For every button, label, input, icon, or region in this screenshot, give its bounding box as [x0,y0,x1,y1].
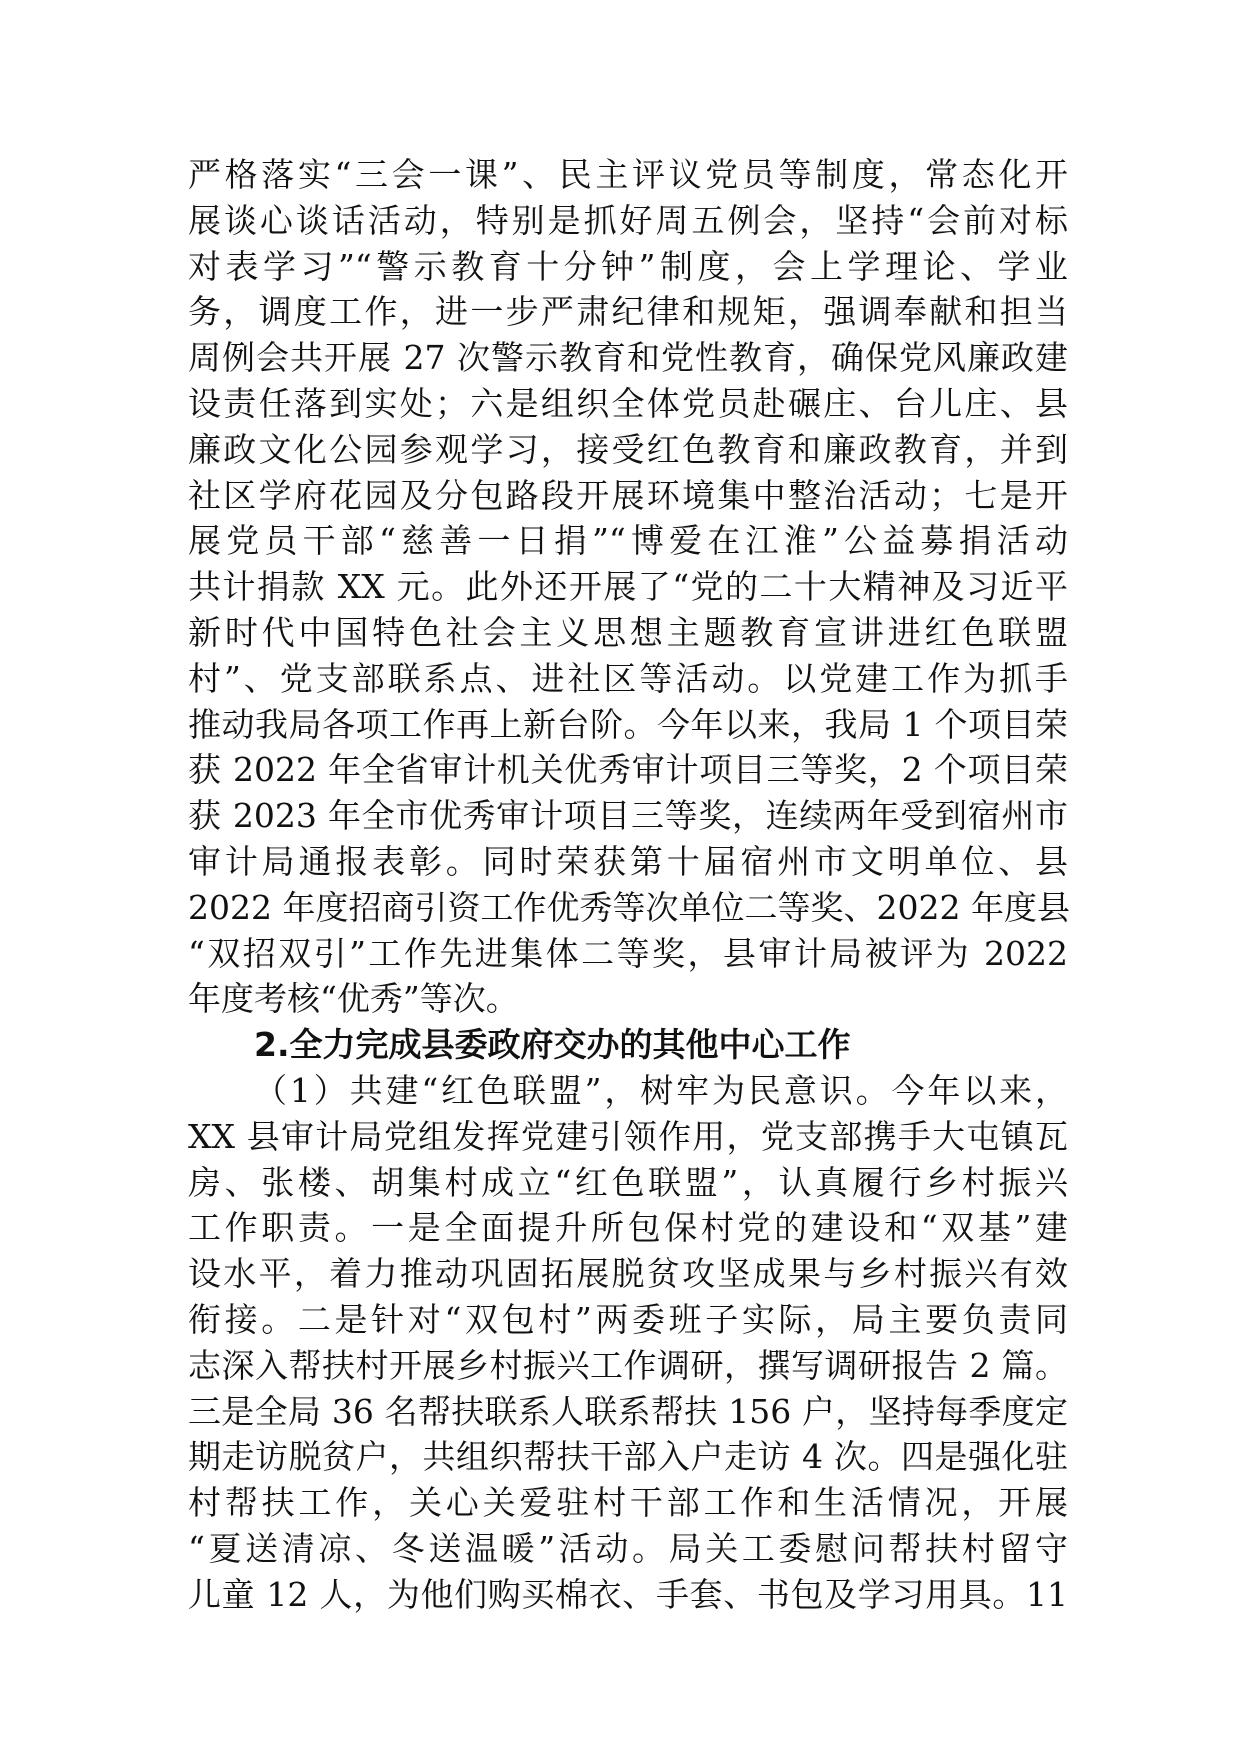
text-line: 设责任落到实处；六是组织全体党员赴碾庄、台儿庄、县 [188,383,1068,423]
text-line: 新时代中国特色社会主义思想主题教育宣讲进红色联盟 [188,612,1068,652]
text-line: 推动我局各项工作再上新台阶。今年以来，我局 1 个项目荣 [188,704,1068,744]
text-line: 展谈心谈话活动，特别是抓好周五例会，坚持“会前对标 [188,200,1068,240]
text-line: （1）共建“红色联盟”，树牢为民意识。今年以来， [254,1070,1068,1110]
text-line: 衔接。二是针对“双包村”两委班子实际，局主要负责同 [188,1299,1068,1339]
text-line: 村帮扶工作，关心关爱驻村干部工作和生活情况，开展 [188,1483,1068,1523]
text-line: 三是全局 36 名帮扶联系人联系帮扶 156 户，坚持每季度定 [188,1391,1068,1431]
text-line: 期走访脱贫户，共组织帮扶干部入户走访 4 次。四是强化驻 [188,1437,1068,1477]
text-line: 志深入帮扶村开展乡村振兴工作调研，撰写调研报告 2 篇。 [188,1345,1068,1385]
document-body [188,152,1068,1618]
text-line: 2022 年度招商引资工作优秀等次单位二等奖、2022 年度县 [188,887,1070,927]
text-line: 设水平，着力推动巩固拓展脱贫攻坚成果与乡村振兴有效 [188,1254,1068,1294]
text-line: 审计局通报表彰。同时荣获第十届宿州市文明单位、县 [188,841,1068,881]
text-line: 务，调度工作，进一步严肃纪律和规矩，强调奉献和担当 [188,292,1068,332]
text-line: 社区学府花园及分包路段开展环境集中整治活动；七是开 [188,475,1068,515]
text-line: 廉政文化公园参观学习，接受红色教育和廉政教育，并到 [188,429,1068,469]
text-line: 获 2023 年全市优秀审计项目三等奖，连续两年受到宿州市 [188,796,1068,836]
paragraph-1 [188,152,1068,1022]
text-line: 对表学习”“警示教育十分钟”制度，会上学理论、学业 [188,246,1068,286]
text-line: 严格落实“三会一课”、民主评议党员等制度，常态化开 [188,155,1068,194]
text-line: 工作职责。一是全面提升所包保村党的建设和“双基”建 [188,1208,1068,1248]
text-line: 村”、党支部联系点、进社区等活动。以党建工作为抓手 [188,658,1068,698]
text-line: 房、张楼、胡集村成立“红色联盟”，认真履行乡村振兴 [188,1162,1068,1202]
text-line: 展党员干部“慈善一日捐”“博爱在江淮”公益募捐活动 [188,521,1068,561]
text-line: “夏送清凉、冬送温暖”活动。局关工委慰问帮扶村留守 [188,1528,1068,1568]
text-line: XX 县审计局党组发挥党建引领作用，党支部携手大屯镇瓦 [188,1116,1068,1156]
text-line: 共计捐款 XX 元。此外还开展了“党的二十大精神及习近平 [188,567,1068,607]
section-heading: 2.全力完成县委政府交办的其他中心工作 [254,1025,851,1065]
text-line: 年度考核“优秀”等次。 [188,979,519,1019]
text-line: “双招双引”工作先进集体二等奖，县审计局被评为 2022 [188,933,1068,973]
text-line: 儿童 12 人，为他们购买棉衣、手套、书包及学习用具。11 [188,1574,1068,1614]
text-line: 周例会共开展 27 次警示教育和党性教育，确保党风廉政建 [188,338,1068,378]
paragraph-2 [188,1068,1068,1618]
text-line: 获 2022 年全省审计机关优秀审计项目三等奖，2 个项目荣 [188,750,1068,790]
